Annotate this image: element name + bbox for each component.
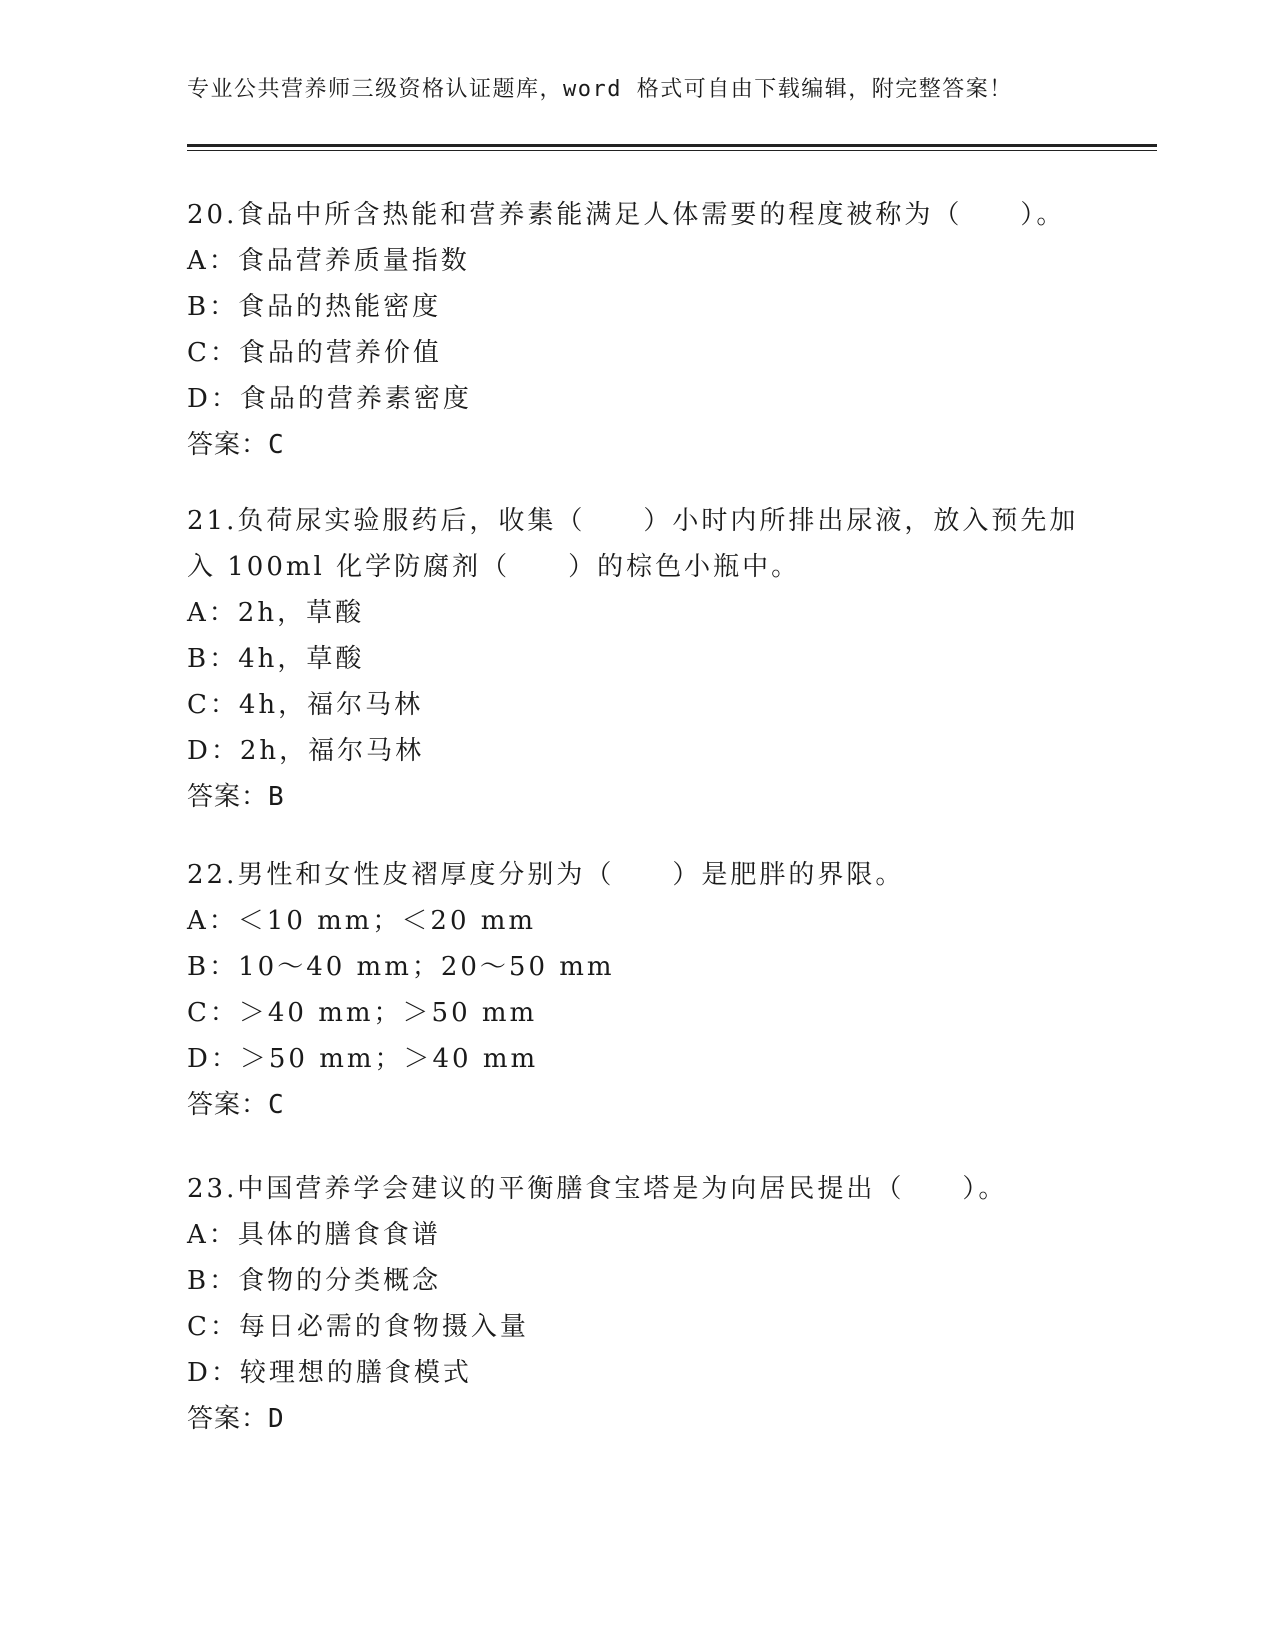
answer-line <box>187 774 1087 820</box>
option-c: C：食品的营养价值 <box>187 338 442 368</box>
option-a: A：2h，草酸 <box>187 598 365 628</box>
page-header: 专业公共营养师三级资格认证题库，word 格式可自由下载编辑，附完整答案！ <box>187 77 1013 102</box>
answer-line <box>187 1396 1087 1442</box>
answer-label: 答案： <box>187 782 269 812</box>
option-a: A：食品营养质量指数 <box>187 246 470 276</box>
option-b: B：4h，草酸 <box>187 644 365 674</box>
question-stem: 23.中国营养学会建议的平衡膳食宝塔是为向居民提出（ ）。 <box>187 1174 1008 1204</box>
question-stem: 22.男性和女性皮褶厚度分别为（ ）是肥胖的界限。 <box>187 860 905 890</box>
answer-value: D <box>268 1404 285 1434</box>
option-b: B：食品的热能密度 <box>187 292 442 322</box>
answer-value: C <box>268 430 285 460</box>
answer-line <box>187 1082 1087 1128</box>
option-b: B：食物的分类概念 <box>187 1266 442 1296</box>
option-d: D：食品的营养素密度 <box>187 384 472 414</box>
option-d: D：2h，福尔马林 <box>187 736 425 766</box>
answer-value: B <box>268 782 285 812</box>
option-d: D：较理想的膳食模式 <box>187 1358 472 1388</box>
option-a: A：＜10 mm；＜20 mm <box>187 906 537 936</box>
answer-label: 答案： <box>187 430 269 460</box>
header-divider-thin <box>187 150 1157 151</box>
question-stem: 21.负荷尿实验服药后，收集（ ）小时内所排出尿液，放入预先加入 100ml 化学防腐剂（ ）的棕色小瓶中。 <box>187 506 1079 582</box>
answer-line <box>187 422 1087 468</box>
answer-label: 答案： <box>187 1090 269 1120</box>
option-a: A：具体的膳食食谱 <box>187 1220 441 1250</box>
option-c: C：每日必需的食物摄入量 <box>187 1312 529 1342</box>
option-c: C：4h，福尔马林 <box>187 690 424 720</box>
option-d: D：＞50 mm；＞40 mm <box>187 1044 539 1074</box>
question-21 <box>187 498 1087 820</box>
option-c: C：＞40 mm；＞50 mm <box>187 998 538 1028</box>
question-22 <box>187 852 1087 1128</box>
answer-value: C <box>268 1090 285 1120</box>
answer-label: 答案： <box>187 1404 269 1434</box>
question-20 <box>187 192 1087 468</box>
question-23 <box>187 1166 1087 1442</box>
option-b: B：10～40 mm；20～50 mm <box>187 952 615 982</box>
header-divider-thick <box>187 144 1157 147</box>
question-stem: 20.食品中所含热能和营养素能满足人体需要的程度被称为（ ）。 <box>187 200 1066 230</box>
